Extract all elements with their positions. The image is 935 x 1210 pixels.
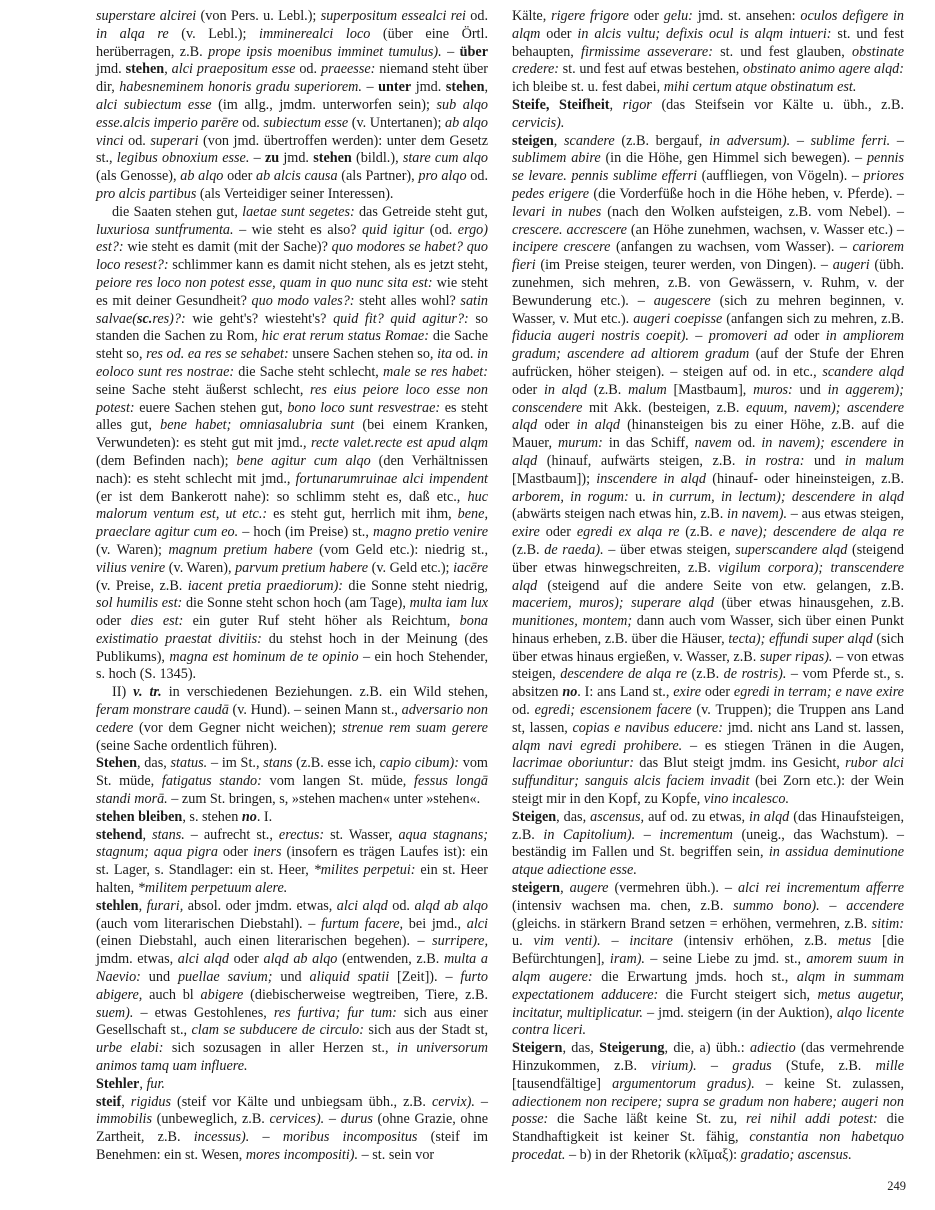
dictionary-entry: Steigern, das, Steigerung, die, a) übh.: adiectio (das vermehrende Hinzukommen, z.B. virium). – gradus (Stufe, z.B. mille [tausendfältige] argumentorum gradus). – keine St. zulassen, adiectionem non recipere; supra se gradum non habere; augeri non posse: die Sache läßt keine St. zu, rei nihil addi potest: die Standhaftigkeit ist keiner St. fähig, constantia non habetquo procedat. – b) in der Rhetorik (κλῖμαξ): gradatio; ascensus.	[512, 1040, 905, 1163]
dictionary-entry: steigern, augere (vermehren übh.). – alci rei incrementum afferre (intensiv wachsen ma. chen, z.B. summo bono). – accendere (gleichs. in stärkern Brand setzen = erhöhen, vermehren, z.B. sitim: u. vim venti). – incitare (intensiv erhöhen, z.B. metus [die Befürchtungen], iram). – seine Liebe zu jmd. st., amorem suum in alqm augere: die Erwartung jmds. hoch st., alqm in summam expectationem adducere: die Furcht steigert sich, metus augetur, incitatur, multiplicatur. – jmd. steigern (in der Auktion), alqo licente contra liceri.	[512, 880, 905, 1039]
dictionary-entry: Stehen, das, status. – im St., stans (z.B. esse ich, capio cibum): vom St. müde, fatigatus stando: vom langen St. müde, fessus longā standi morā. – zum St. bringen, s, »stehen machen« unter »stehen«.	[96, 755, 488, 808]
dictionary-entry: Kälte, rigere frigore oder gelu: jmd. st. ansehen: oculos defigere in alqm oder in alcis vultu; defixis ocul is alqm intueri: st. und fest behaupten, firmissime asseverare: st. und fest glauben, obstinate credere: st. und fest auf etwas bestehen, obstinato animo agere alqd: ich bleibe st. u. fest dabei, mihi certum atque obstinatum est.	[512, 8, 905, 96]
dictionary-entry: superstare alcirei (von Pers. u. Lebl.); superpositum essealci rei od. in alqa re (v. Lebl.); imminerealci loco (über eine Örtl. herüberragen, z.B. prope ipsis moenibus imminet tumulus). – über jmd. stehen, alci praepositum esse od. praeesse: niemand steht über dir, habesneminem honoris gradu superiorem. – unter jmd. stehen, alci subiectum esse (im allg., jmdm. unterworfen sein); sub alqo esse.alcis imperio parēre od. subiectum esse (v. Untertanen); ab alqo vinci od. superari (von jmd. übertroffen werden): unter dem Gesetz st., legibus obnoxium esse. – zu jmd. stehen (bildl.), stare cum alqo (als Genosse), ab alqo oder ab alcis causa (als Partner), pro alqo od. pro alcis partibus (als Verteidiger seiner Interessen).	[96, 8, 489, 202]
dictionary-entry: Steife, Steifheit, rigor (das Steifsein vor Kälte u. übh., z.B. cervicis).	[512, 96, 904, 131]
dictionary-entry: stehlen, furari, absol. oder jmdm. etwas, alci alqd od. alqd ab alqo (auch vom literarischen Diebstahl). – furtum facere, bei jmd., alci (einen Diebstahl, auch einen literarischen begehen). – surripere, jmdm. etwas, alci alqd oder alqd ab alqo (entwenden, z.B. multa a Naevio: und puellae savium; und aliquid spatii [Zeit]). – furto abigere, auch bl abigere (diebischerweise wegtreiben, Tiere, z.B. suem). – etwas Gestohlenes, res furtiva; fur tum: sich aus einer Gesellschaft st., clam se subducere de circulo: sich aus der Stadt st, urbe elabi: sich sozusagen in aller Herzen st., in universorum animos tamq uam influere.	[96, 897, 489, 1075]
right-column	[512, 8, 904, 1165]
dictionary-entry: Stehler, fur.	[96, 1075, 165, 1092]
dictionary-entry: II) v. tr. in verschiedenen Beziehungen. z.B. ein Wild stehen, feram monstrare caudā (v. Hund). – seinen Mann st., adversario non cedere (vor dem Gegner nicht weichen); strenue rem suam gerere (seine Sache ordentlich führen).	[96, 684, 488, 754]
dictionary-entry: steigen, scandere (z.B. bergauf, in adversum). – sublime ferri. – sublimem abire (in die Höhe, gen Himmel sich bewegen). – pennis se levare. pennis sublime efferri (auffliegen, von Vögeln). – priores pedes erigere (die Vorderfüße hoch in die Höhe heben, v. Pferde). – levari in nubes (nach den Wolken aufsteigen, z.B. vom Nebel). – crescere. accrescere (an Höhe zunehmen, wachsen, v. Wasser etc.) – incipere crescere (anfangen zu wachsen, vom Wasser). – cariorem fieri (im Preise steigen, teurer werden, von Dingen). – augeri (übh. zunehmen, sich mehren, z.B. von Gewässern, v. Ruhm, v. der Bewunderung etc.). – augescere (sich zu mehren beginnen, v. Wasser, v. Mut etc.). augeri coepisse (anfangen sich zu mehren, z.B. fiducia augeri nostris coepit). – promoveri ad oder in ampliorem gradum; ascendere ad altiorem gradum (auf der Stufe der Ehren aufrücken, höher steigen). – steigen auf od. in etc., scandere alqd oder in alqd (z.B. malum [Mastbaum], muros: und in aggerem); conscendere mit Akk. (besteigen, z.B. equum, navem); ascendere alqd oder in alqd (hinansteigen bis zu einer Höhe, z.B. auf die Mauer, murum: in das Schiff, navem od. in navem); escendere in alqd (hinauf, aufwärts steigen, z.B. in rostra: und in malum [Mastbaum]); inscendere in alqd (hinauf- oder hineinsteigen, z.B. arborem, in rogum: u. in currum, in lectum); descendere in alqd (abwärts steigen nach etwas hin, z.B. in navem). – aus etwas steigen, exire oder egredi ex alqa re (z.B. e nave); descendere de alqa re (z.B. de raeda). – über etwas steigen, superscandere alqd (steigend über etwas hinwegschreiten, z.B. vigilum corpora); transcendere alqd (steigend auf die andere Seite von etw. gelangen, z.B. maceriem, muros); superare alqd (über etwas hinausgehen, z.B. munitiones, montem; dann auch vom Wasser, sich über einen Punkt hinaus erheben, z.B. über die Häuser, tecta); effundi super alqd (sich über etwas hinaus ergießen, v. Wasser, z.B. super ripas). – von etwas steigen, descendere de alqa re (z.B. de rostris). – vom Pferde st., s. absitzen no. I: ans Land st., exire oder egredi in terram; e nave exire od. egredi; escensionem facere (v. Truppen); die Truppen ans Land st, lassen, copias e navibus educere: jmd. nicht ans Land st. lassen, alqm navi egredi prohibere. – es stiegen Tränen in die Augen, lacrimae oboriuntur: das Blut steigt jmdm. ins Gesicht, rubor alci suffunditur; sanguis alcis faciem invadit (bei Zorn etc.): der Wein steigt mir in den Kopf, zu Kopfe, vino incalesco.	[512, 132, 905, 808]
dictionary-entry: Steigen, das, ascensus, auf od. zu etwas, in alqd (das Hinaufsteigen, z.B. in Capitolium). – incrementum (uneig., das Wachstum). – beständig im Fallen und St. begriffen sein, in assidua deminutione atque adiectione esse.	[512, 808, 905, 879]
dictionary-entry: stehen bleiben, s. stehen no. I.	[96, 808, 273, 825]
dictionary-entry: stehend, stans. – aufrecht st., erectus: st. Wasser, aqua stagnans; stagnum; aqua pigra oder iners (insofern es trägen Laufes ist): ein st. Lager, s. Standlager: ein st. Heer, *milites perpetui: ein st. Heer halten, *militem perpetuum alere.	[96, 826, 488, 897]
dictionary-entry: steif, rigidus (steif vor Kälte und unbiegsam übh., z.B. cervix). – immobilis (unbeweglich, z.B. cervices). – durus (ohne Grazie, ohne Zartheit, z.B. incessus). – moribus incompositus (steif im Benehmen: ein st. Wesen, mores incompositi). – st. sein vor	[96, 1093, 489, 1163]
left-column	[96, 8, 488, 1165]
page-number: 249	[887, 1179, 906, 1193]
dictionary-entry: die Saaten stehen gut, laetae sunt segetes: das Getreide steht gut, luxuriosa suntfrumenta. – wie steht es also? quid igitur (od. ergo) est?: wie steht es damit (mit der Sache)? quo modores se habet? quo loco resest?: schlimmer kann es damit nicht stehen, als es jetzt steht, peiore res loco non potest esse, quam in quo nunc sita est: wie steht es mit deiner Gesundheit? quo modo vales?: steht alles wohl? satin salvae(sc.res)?: wie geht's? wiesteht's? quid fit? quid agitur?: so standen die Sachen zu Rom, hic erat rerum status Romae: die Sache steht so, res od. ea res se sehabet: unsere Sachen stehen so, ita od. in eoloco sunt res nostrae: die Sache steht schlecht, male se res habet: seine Sache steht äußerst schlecht, res eius peiore loco esse non potest: euere Sachen stehen gut, bono loco sunt resvestrae: es steht alles gut, bene habet; omniasalubria sunt (bei einem Kranken, Verwundeten): es steht gut mit jmd., recte valet.recte est apud alqm (dem Befinden nach); bene agitur cum alqo (den Verhältnissen nach): es steht schlecht mit jmd., fortunarumruinae alci impendent (er ist dem Bankerott nahe): so schlimm steht es, daß etc., huc malorum ventum est, ut etc.: es steht gut, herrlich mit ihm, bene, praeclare agitur cum eo. – hoch (im Preise) st., magno pretio venire (v. Waren); magnum pretium habere (vom Geld etc.): niedrig st., vilius venire (v. Waren), parvum pretium habere (v. Geld etc.); iacēre (v. Preise, z.B. iacent pretia praediorum): die Sonne steht niedrig, sol humilis est: die Sonne steht schon hoch (am Tage), multa iam lux oder dies est: ein guter Ruf steht höher als Reichtum, bona existimatio praestat divitiis: du stehst hoch in der Meinung (des Publikums), magna est hominum de te opinio – ein hoch Stehender, s. hoch (S. 1345).	[96, 203, 489, 683]
